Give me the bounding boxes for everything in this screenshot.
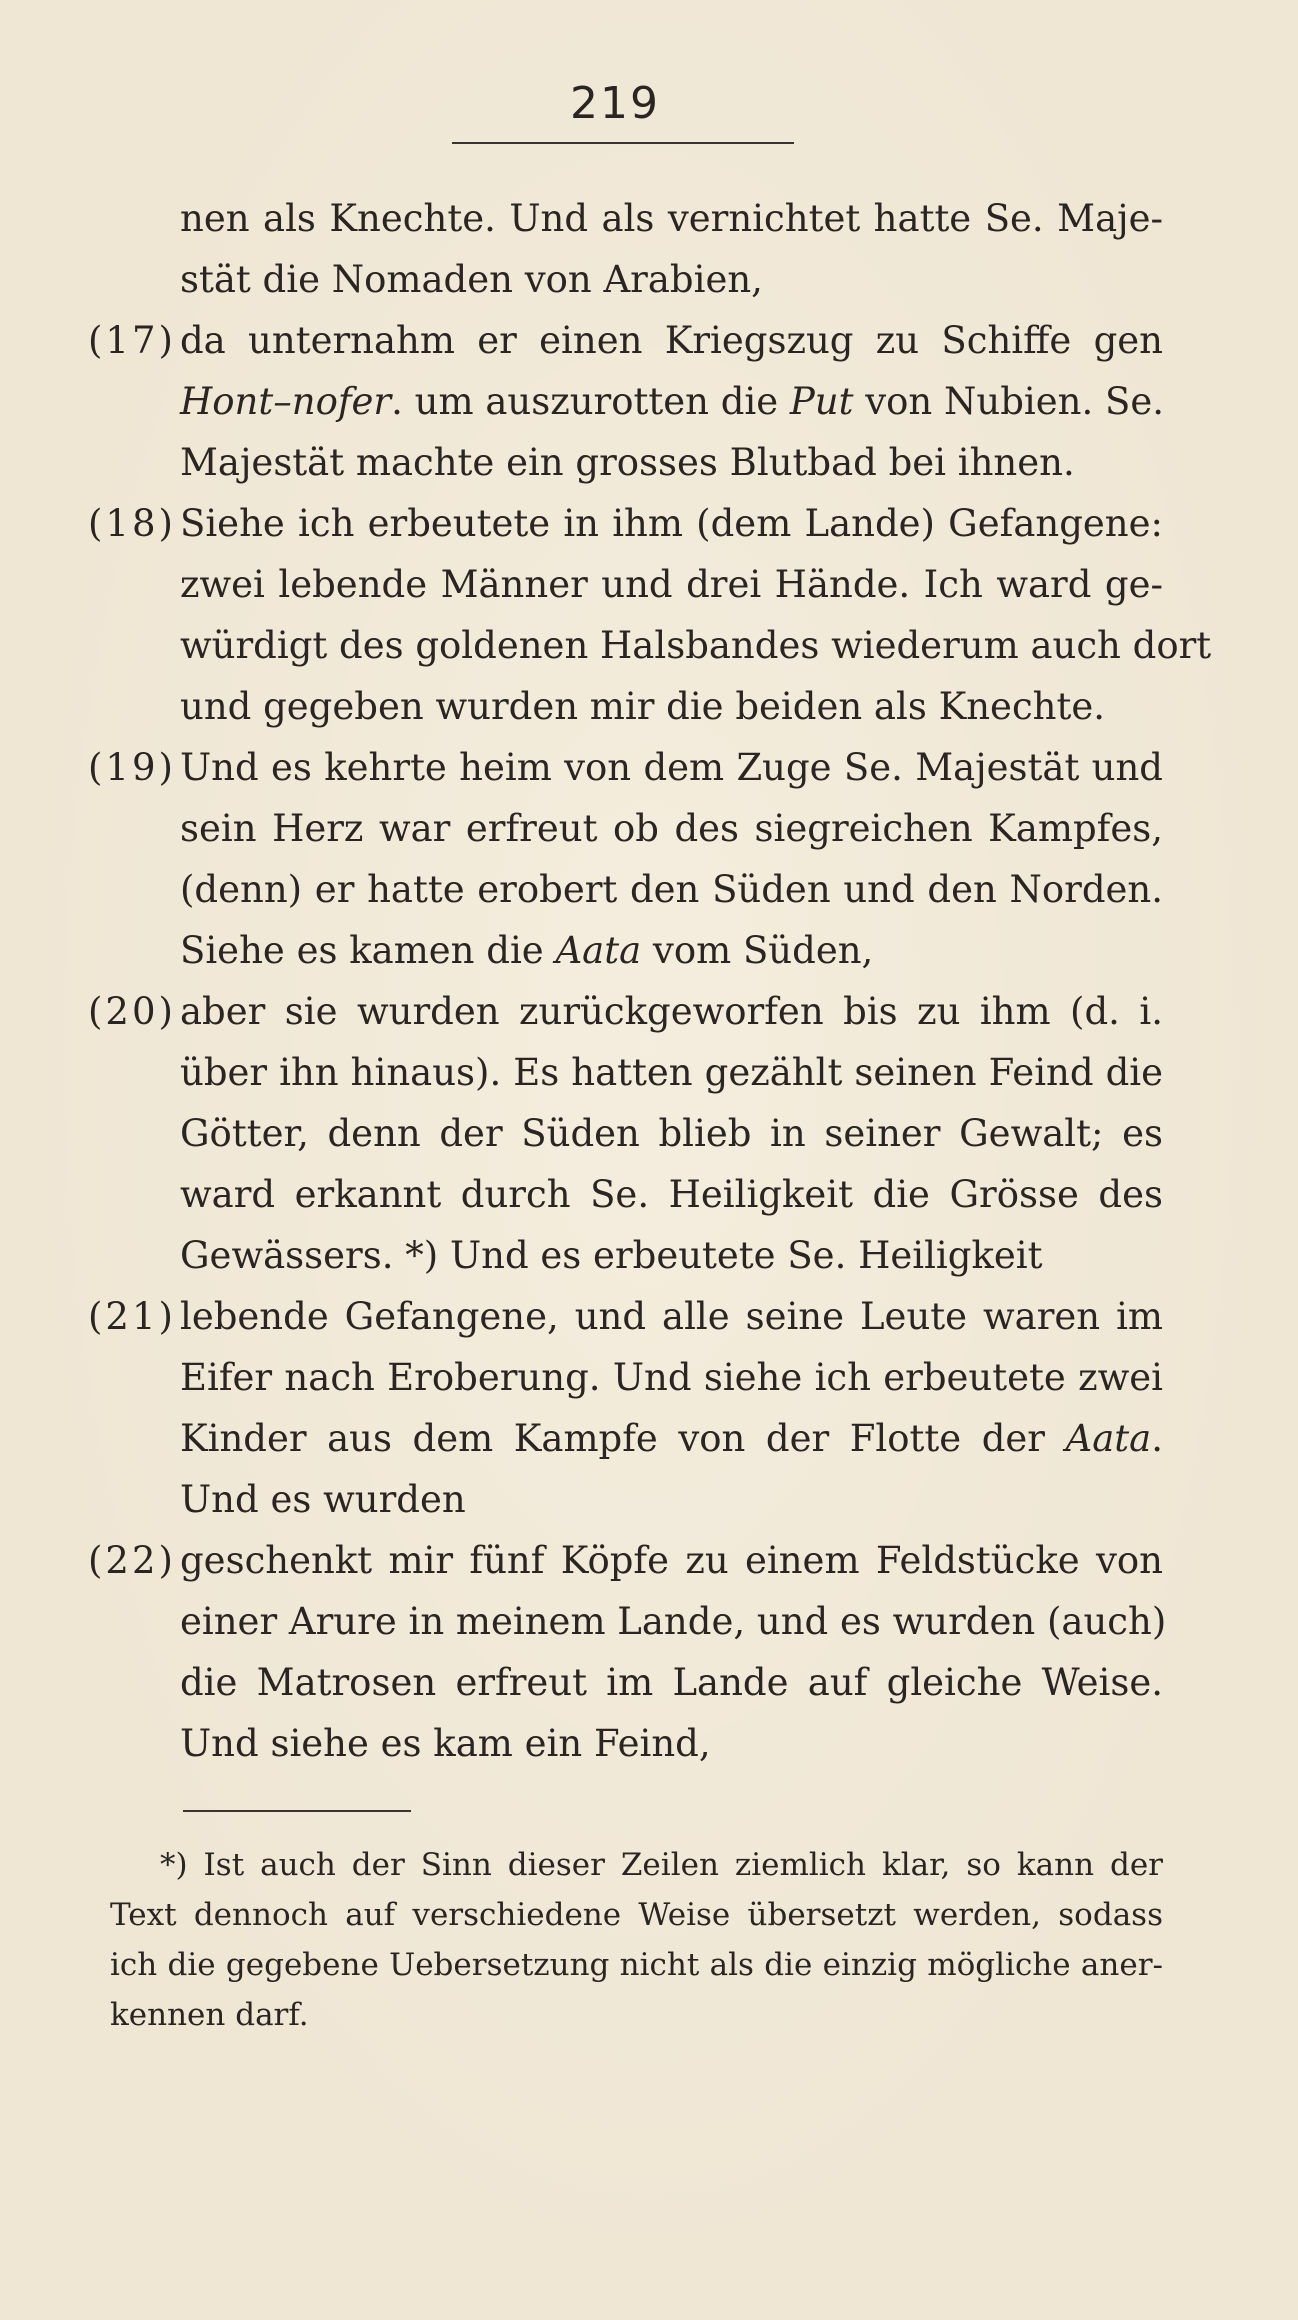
- text-segment: von Nubien. Se.: [853, 380, 1164, 423]
- text-line: stät die Nomaden von Arabien,: [180, 258, 763, 301]
- text-line: Und siehe es kam ein Feind,: [180, 1722, 711, 1765]
- footnote-line: ich die gegebene Uebersetzung nicht als die einzig mögliche aner-: [110, 1947, 1163, 1983]
- text-line: einer Arure in meinem Lande, und es wurden (auch): [180, 1600, 1167, 1643]
- text-line: nen als Knechte. Und als vernichtet hatte Se. Maje-: [180, 197, 1163, 240]
- text-line: Gewässers. *) Und es erbeutete Se. Heiligkeit: [180, 1234, 1043, 1277]
- text-segment: Kinder aus dem Kampfe von der Flotte der: [180, 1417, 1066, 1460]
- text-line: geschenkt mir fünf Köpfe zu einem Feldstücke von: [180, 1539, 1163, 1582]
- paragraph-number: (19): [88, 746, 176, 789]
- text-line: die Matrosen erfreut im Lande auf gleiche Weise.: [180, 1661, 1163, 1704]
- text-segment: .: [1151, 1417, 1163, 1460]
- paragraph-number: (18): [88, 502, 176, 545]
- text-segment: . um auszurotten die: [391, 380, 790, 423]
- text-line: über ihn hinaus). Es hatten gezählt seinen Feind die: [180, 1051, 1163, 1094]
- paragraph-number: (21): [88, 1295, 176, 1338]
- text-line: Und es kehrte heim von dem Zuge Se. Majestät und: [180, 746, 1163, 789]
- text-segment: vom Süden,: [641, 929, 874, 972]
- text-line: [180, 1408, 1163, 1469]
- text-line: Götter, denn der Süden blieb in seiner Gewalt; es: [180, 1112, 1163, 1155]
- footnote-line: Text dennoch auf verschiedene Weise übersetzt werden, sodass: [110, 1897, 1163, 1933]
- text-line: lebende Gefangene, und alle seine Leute waren im: [180, 1295, 1163, 1338]
- italic-name: Aata: [555, 929, 642, 972]
- text-line: [180, 371, 1163, 432]
- text-line: Eifer nach Eroberung. Und siehe ich erbeutete zwei: [180, 1356, 1163, 1399]
- text-line: würdigt des goldenen Halsbandes wiederum auch dort: [180, 624, 1212, 667]
- text-line: Majestät machte ein grosses Blutbad bei ihnen.: [180, 441, 1075, 484]
- text-line: (denn) er hatte erobert den Süden und den Norden.: [180, 868, 1163, 911]
- text-line: sein Herz war erfreut ob des siegreichen Kampfes,: [180, 807, 1163, 850]
- page-number: 219: [570, 78, 660, 129]
- footnote-line: *) Ist auch der Sinn dieser Zeilen ziemlich klar, so kann der: [160, 1847, 1163, 1883]
- text-line: aber sie wurden zurückgeworfen bis zu ihm (d. i.: [180, 990, 1163, 1033]
- text-line: da unternahm er einen Kriegszug zu Schiffe gen: [180, 319, 1163, 362]
- text-line: Und es wurden: [180, 1478, 466, 1521]
- italic-name: Aata: [1065, 1417, 1152, 1460]
- paragraph-number: (22): [88, 1539, 176, 1582]
- paragraph-number: (20): [88, 990, 176, 1033]
- italic-name: Put: [789, 380, 854, 423]
- footnote-rule: [183, 1810, 411, 1812]
- text-line: und gegeben wurden mir die beiden als Knechte.: [180, 685, 1106, 728]
- text-line: [180, 920, 873, 981]
- italic-name: Hont–nofer: [180, 380, 392, 423]
- paragraph-number: (17): [88, 319, 176, 362]
- text-line: Siehe ich erbeutete in ihm (dem Lande) Gefangene:: [180, 502, 1163, 545]
- text-line: ward erkannt durch Se. Heiligkeit die Grösse des: [180, 1173, 1163, 1216]
- footnote-line: kennen darf.: [110, 1997, 309, 2033]
- text-segment: Siehe es kamen die: [180, 929, 556, 972]
- text-line: zwei lebende Männer und drei Hände. Ich ward ge-: [180, 563, 1163, 606]
- header-rule: [452, 142, 794, 144]
